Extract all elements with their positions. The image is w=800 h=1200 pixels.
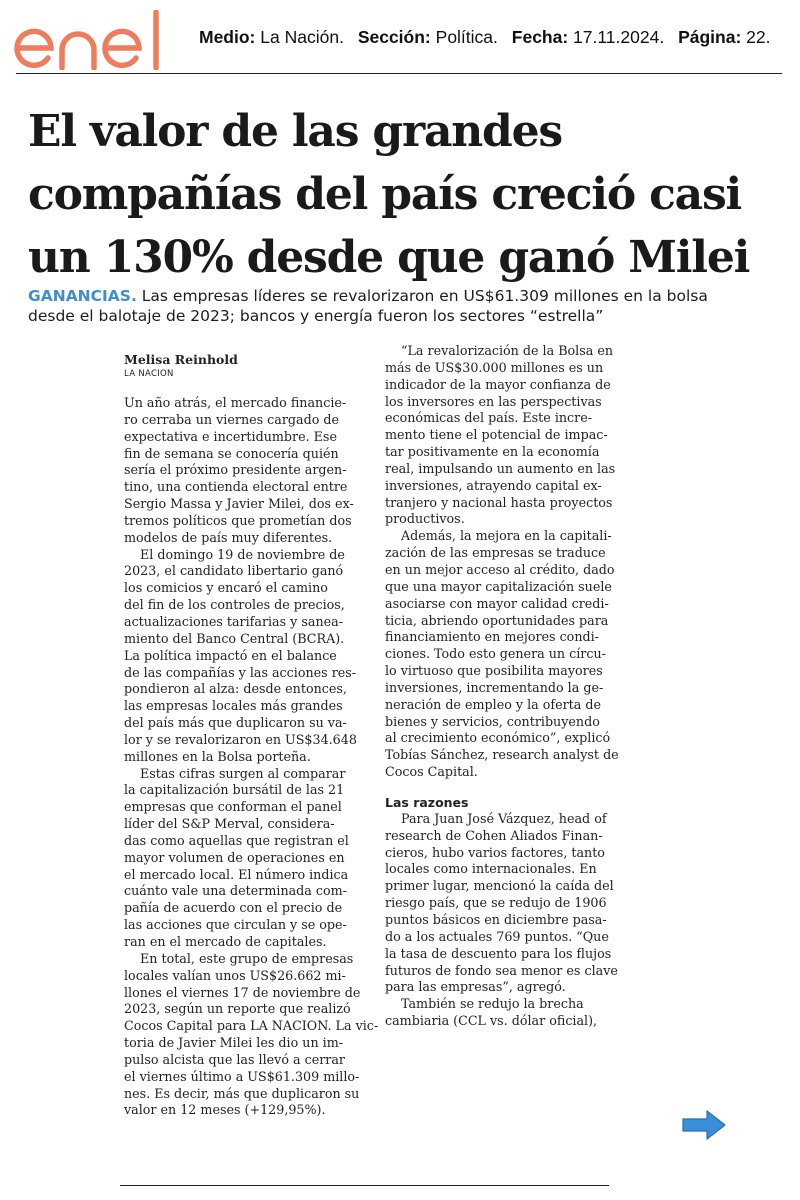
article-column-left (124, 352, 379, 1119)
text-line: tar positivamente en la economía (385, 444, 600, 460)
seccion-label: Sección: (357, 27, 431, 47)
text-line: puntos básicos en diciembre pasa- (385, 912, 607, 927)
text-line: del fin de los controles de precios, (124, 597, 345, 613)
text-line: toria de Javier Milei les dio un im- (124, 1035, 344, 1051)
seccion-value: Política. (435, 27, 498, 47)
paragraph (385, 811, 617, 996)
text-line: ciones. Todo esto genera un círcu- (385, 646, 606, 662)
text-line: ticia, abriendo oportunidades para (385, 612, 609, 628)
text-line: empresas que conforman el panel (124, 799, 342, 815)
text-line: miento del Banco Central (BCRA). (124, 630, 345, 646)
document-meta (199, 27, 799, 48)
text-line: económicas del país. Este incre- (385, 410, 593, 426)
medio-value: La Nación. (260, 27, 344, 47)
text-line: líder del S&P Merval, considera- (124, 816, 335, 832)
text-line: Para Juan José Vázquez, head of (401, 810, 607, 826)
text-line: millones en la Bolsa porteña. (124, 748, 311, 764)
text-line: zación de las empresas se traduce (385, 545, 606, 561)
text-line: los inversores en las perspectivas (385, 393, 602, 409)
text-line: Tobías Sánchez, research analyst de (385, 747, 619, 763)
text-line: valor en 12 meses (+129,95%). (124, 1102, 326, 1118)
text-line: La política impactó en el balance (124, 647, 337, 663)
summary-line: desde el balotaje de 2023; bancos y energía fueron los sectores “estrella” (28, 307, 604, 325)
pagina-value: 22. (746, 27, 771, 47)
section-kicker: GANANCIAS. (28, 287, 137, 305)
text-line: riesgo país, que se redujo de 1906 (385, 895, 607, 911)
text-line: pañía de acuerdo con el precio de (124, 900, 343, 916)
top-divider (16, 73, 782, 74)
paragraph (124, 766, 356, 951)
text-line: indicador de la mayor confianza de (385, 376, 611, 392)
text-line: para las empresas”, agregó. (385, 979, 566, 995)
text-line: locales valían unos US$26.662 mi- (124, 967, 346, 983)
byline-source: LA NACION (124, 369, 174, 379)
text-line: “La revalorización de la Bolsa en (401, 343, 614, 358)
text-line: ro cerraba un viernes cargado de (124, 411, 340, 427)
arrow-right-icon[interactable] (679, 1108, 729, 1142)
summary-line (28, 286, 788, 306)
text-line: cambiaria (CCL vs. dólar oficial), (385, 1013, 598, 1029)
text-line: Estas cifras surgen al comparar (140, 765, 346, 781)
article-column-right (385, 343, 617, 1030)
fecha-label: Fecha: (511, 27, 569, 47)
bottom-divider (120, 1185, 609, 1186)
text-line: fin de semana se conocería quién (124, 445, 339, 461)
text-line: tranjero y nacional hasta proyectos (385, 494, 613, 510)
text-line: En total, este grupo de empresas (140, 950, 354, 966)
text-line: cuánto vale una determinada com- (124, 883, 347, 899)
text-line: research de Cohen Aliados Finan- (385, 827, 603, 843)
text-line: lo virtuoso que posibilita mayores (385, 663, 603, 679)
text-line: lor y se revalorizaron en US$34.648 (124, 731, 357, 747)
text-line: la tasa de descuento para los flujos (385, 945, 612, 961)
text-line: primer lugar, mencionó la caída del (385, 878, 614, 894)
headline-line: compañías del país creció casi (28, 169, 742, 220)
text-line: el viernes último a US$61.309 millo- (124, 1068, 360, 1084)
paragraph (385, 343, 617, 528)
text-line: financiamiento en mejores condi- (385, 629, 599, 645)
pagina-label: Página: (678, 27, 742, 47)
text-line: nes. Es decir, más que duplicaron su (124, 1085, 360, 1101)
byline-author: Melisa Reinhold (124, 352, 238, 367)
text-line: modelos de país muy diferentes. (124, 529, 333, 545)
text-line: bienes y servicios, contribuyendo (385, 713, 600, 729)
paragraph (124, 950, 379, 1119)
text-line: pulso alcista que las llevó a cerrar (124, 1051, 345, 1067)
text-line: tremos políticos que prometían dos (124, 512, 352, 528)
text-line: al crecimiento económico”, explicó (385, 730, 611, 746)
text-line: ran en el mercado de capitales. (124, 934, 327, 949)
text-line: pondieron al alza: desde entonces, (124, 681, 347, 697)
text-line: sería el próximo presidente argen- (124, 462, 347, 478)
text-line: Además, la mejora en la capitali- (401, 528, 612, 544)
text-line: las empresas locales más grandes (124, 698, 343, 714)
text-line: más de US$30.000 millones es un (385, 359, 604, 375)
text-line: locales como internacionales. En (385, 861, 597, 877)
text-line: tino, una contienda electoral entre (124, 479, 348, 495)
text-line: las acciones que circulan y se ope- (124, 917, 347, 933)
text-line: También se redujo la brecha (401, 996, 584, 1012)
paragraph (385, 996, 617, 1030)
fecha-value: 17.11.2024. (573, 27, 665, 47)
text-line: llones el viernes 17 de noviembre de (124, 984, 361, 1000)
headline-line: un 130% desde que ganó Milei (28, 232, 750, 283)
text-line: Cocos Capital. (385, 764, 478, 780)
text-line: inversiones, incrementando la ge- (385, 679, 604, 695)
text-line: futuros de fondo sea menor es clave (385, 962, 618, 978)
paragraph (124, 395, 356, 547)
text-line: del país más que duplicaron su va- (124, 715, 347, 731)
text-line: neración de empleo y la oferta de (385, 696, 601, 712)
text-line: mayor volumen de operaciones en (124, 849, 345, 865)
headline-line: El valor de las grandes (28, 106, 562, 157)
text-line: expectativa e incertidumbre. Ese (124, 428, 337, 444)
text-line: 2023, el candidato libertario ganó (124, 563, 344, 579)
text-line: en un mejor acceso al crédito, dado (385, 561, 615, 577)
article-summary (28, 286, 788, 326)
text-line: asociarse con mayor calidad credi- (385, 595, 609, 611)
enel-logo (14, 10, 179, 70)
text-line: de las compañías y las acciones res- (124, 664, 357, 680)
text-line: Un año atrás, el mercado financie- (124, 395, 347, 410)
text-line: que una mayor capitalización suele (385, 578, 612, 594)
text-line: productivos. (385, 511, 465, 527)
paragraph (124, 547, 356, 766)
text-line: cieros, hubo varios factores, tanto (385, 844, 605, 860)
subheading: Las razones (385, 794, 469, 810)
text-line: 2023, según un reporte que realizó (124, 1001, 351, 1017)
text-line: El domingo 19 de noviembre de (140, 546, 345, 562)
text-line: das como aquellas que registran el (124, 832, 349, 848)
text-line: mento tiene el potencial de impac- (385, 427, 608, 443)
text-line: Cocos Capital para LA NACION. La vic- (124, 1018, 379, 1034)
text-line: los comicios y encaró el camino (124, 580, 328, 596)
article-headline (28, 100, 788, 289)
paragraph (385, 528, 617, 781)
medio-label: Medio: (199, 27, 256, 47)
text-line: do a los actuales 769 puntos. “Que (385, 928, 609, 944)
text-line: Sergio Massa y Javier Milei, dos ex- (124, 496, 354, 512)
text-line: el mercado local. El número indica (124, 866, 349, 882)
summary-text: Las empresas líderes se revalorizaron en US$61.309 millones en la bolsa (141, 287, 708, 305)
text-line: inversiones, atrayendo capital ex- (385, 477, 602, 493)
text-line: actualizaciones tarifarias y sanea- (124, 613, 343, 629)
text-line: la capitalización bursátil de las 21 (124, 782, 345, 798)
text-line: real, impulsando un aumento en las (385, 460, 616, 476)
